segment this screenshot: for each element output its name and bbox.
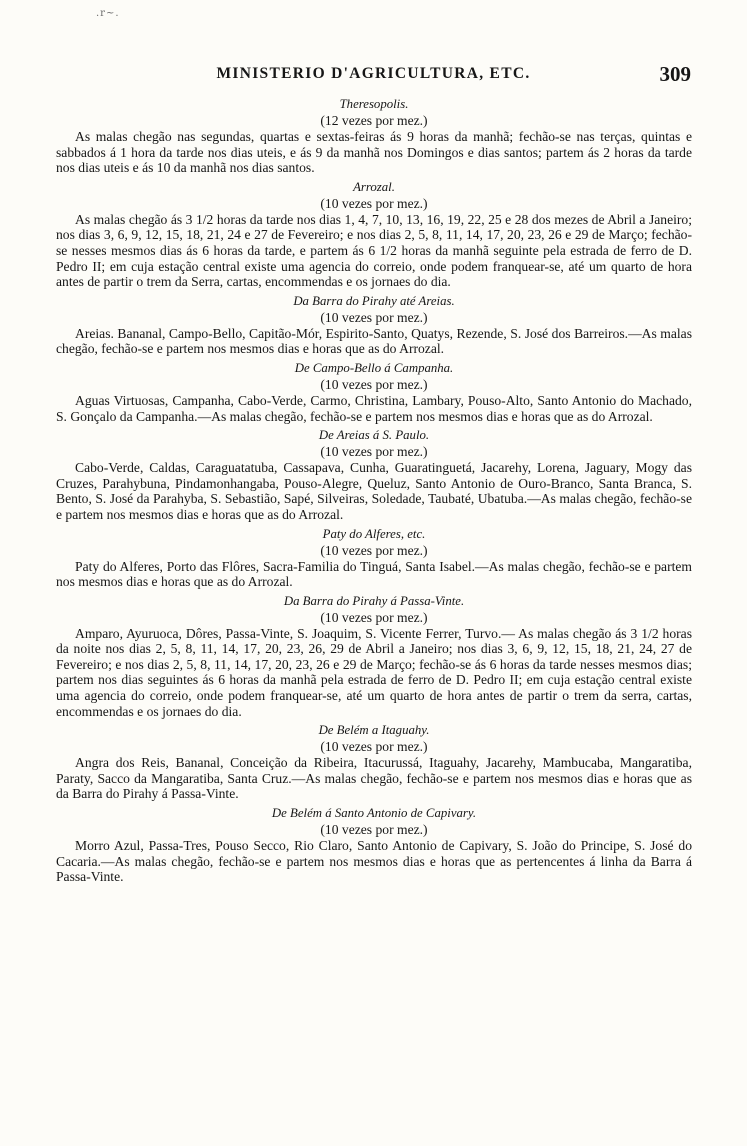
section-title: De Campo-Bello á Campanha. <box>294 360 454 375</box>
section-text: Areias. Bananal, Campo-Bello, Capitão-Mór, Espirito-Santo, Quatys, Rezende, S. José dos Barreiros.—As malas chegão, fechão-se e partem nos mesmos dias e horas que as do Arrozal. <box>56 325 692 357</box>
section-title: Da Barra do Pirahy até Areias. <box>293 293 455 308</box>
section-title: Da Barra do Pirahy á Passa-Vinte. <box>283 593 465 608</box>
corner-mark: .r~. <box>96 8 120 19</box>
section-text: Amparo, Ayuruoca, Dôres, Passa-Vinte, S. Joaquim, S. Vicente Ferrer, Turvo.— As malas chegão ás 3 1/2 horas da noite nos dias 2, 5, 8, 11, 14, 17, 20, 23, 26, 29 de Abril a Janeiro; nos dias 3, 6, 9, 12, 15, 18, 21, 24, 27 de Fevereiro; e nos dias 2, 5, 8, 11, 14, 17, 20, 23, 26 e 29 de Março; fechão-se ás 6 horas da tarde nesses mesmos dias; partem nos dias seguintes ás 6 horas da manhã pela estrada de ferro de D. Pedro II; em cuja estação central existe uma agencia do correio, onde podem franquear-se, até um quarto de hora antes de partir o trem da serra, cartas, encommendas e os jornaes do dia. <box>56 625 692 719</box>
section-frequency: (10 vezes por mez.) <box>320 609 428 625</box>
section-areias-sao-paulo <box>56 427 692 522</box>
section-title: Arrozal. <box>353 179 395 194</box>
page-number: 309 <box>659 62 691 86</box>
section-frequency: (10 vezes por mez.) <box>320 376 428 392</box>
section-theresopolis <box>56 96 692 176</box>
section-title: De Belém á Santo Antonio de Capivary. <box>271 806 477 821</box>
section-barra-do-pirahy-areias <box>56 293 692 357</box>
section-text: Aguas Virtuosas, Campanha, Cabo-Verde, Carmo, Christina, Lambary, Pouso-Alto, Santo Antonio do Machado, S. Gonçalo da Campanha.—As malas chegão, fechão-se e partem nos mesmos dias e horas que as do Arrozal. <box>56 392 692 424</box>
section-belem-itaguahy <box>56 722 692 802</box>
section-title: De Belém a Itaguahy. <box>318 723 430 738</box>
section-title: De Areias á S. Paulo. <box>318 428 430 443</box>
section-text: As malas chegão nas segundas, quartas e sextas-feiras ás 9 horas da manhã; fechão-se nas terças, quintas e sabbados á 1 hora da tarde nos dias uteis, e ás 9 da manhã nos Domingos e dias santos; partem ás 2 horas da tarde nos dias uteis e ás 10 da manhã nos dias santos. <box>56 129 692 176</box>
section-title: Paty do Alferes, etc. <box>322 526 426 541</box>
section-frequency: (10 vezes por mez.) <box>320 309 428 325</box>
section-frequency: (10 vezes por mez.) <box>320 822 428 838</box>
section-frequency: (10 vezes por mez.) <box>320 444 428 460</box>
section-text: As malas chegão ás 3 1/2 horas da tarde nos dias 1, 4, 7, 10, 13, 16, 19, 22, 25 e 28 dos mezes de Abril a Janeiro; nos dias 3, 6, 9, 12, 15, 18, 21, 24 e 27 de Fevereiro; e nos dias 2, 5, 8, 11, 14, 17, 20, 23, 26 e 29 de Março; fechão-se nesses mesmos dias ás 6 horas da tarde, e partem ás 6 1/2 horas da manhã seguinte pela estrada de ferro de D. Pedro II; em cuja estação central existe uma agencia do correio, onde podem franquear-se, até um quarto de hora antes de partir o trem da Serra, cartas, encommendas e os jornaes do dia. <box>56 211 692 290</box>
document-body <box>56 96 692 888</box>
section-text: Morro Azul, Passa-Tres, Pouso Secco, Rio Claro, Santo Antonio de Capivary, S. João do Principe, S. José do Cacaria.—As malas chegão, fechão-se e partem nos mesmos dias e horas que as pertencentes á linha da Barra á Passa-Vinte. <box>56 838 692 885</box>
section-belem-santo-antonio-capivary <box>56 805 692 885</box>
section-frequency: (10 vezes por mez.) <box>320 739 428 755</box>
section-text: Angra dos Reis, Bananal, Conceição da Ribeira, Itacurussá, Itaguahy, Jacarehy, Mambucaba, Mangaratiba, Paraty, Sacco da Mangaratiba, Santa Cruz.—As malas chegão, fechão-se e partem nos mesmos dias e horas que as da Barra do Pirahy á Passa-Vinte. <box>56 755 692 802</box>
running-head-title: MINISTERIO D'AGRICULTURA, ETC. <box>216 65 531 82</box>
section-campo-bello-campanha <box>56 360 692 424</box>
running-head <box>56 62 691 86</box>
section-frequency: (12 vezes por mez.) <box>320 113 428 128</box>
section-arrozal <box>56 179 692 290</box>
section-frequency: (10 vezes por mez.) <box>320 542 428 558</box>
section-text: Paty do Alferes, Porto das Flôres, Sacra-Familia do Tinguá, Santa Isabel.—As malas chegão, fechão-se e partem nos mesmos dias e horas que as do Arrozal. <box>56 558 692 590</box>
section-title: Theresopolis. <box>339 97 409 111</box>
section-frequency: (10 vezes por mez.) <box>320 195 428 211</box>
section-paty-do-alferes <box>56 526 692 590</box>
section-barra-do-pirahy-passa-vinte <box>56 593 692 720</box>
section-text: Cabo-Verde, Caldas, Caraguatatuba, Cassapava, Cunha, Guaratinguetá, Jacarehy, Lorena, Jaguary, Mogy das Cruzes, Parahybuna, Pindamonhangaba, Pouso-Alegre, Queluz, Santo Antonio de Ouro-Branco, Santa Branca, S. Bento, S. José da Parahyba, S. Sebastião, Sapé, Silveiras, Soledade, Taubaté, Ubatuba.—As malas chegão, fechão-se e partem nos mesmos dias e horas que as do Arrozal. <box>56 460 692 522</box>
